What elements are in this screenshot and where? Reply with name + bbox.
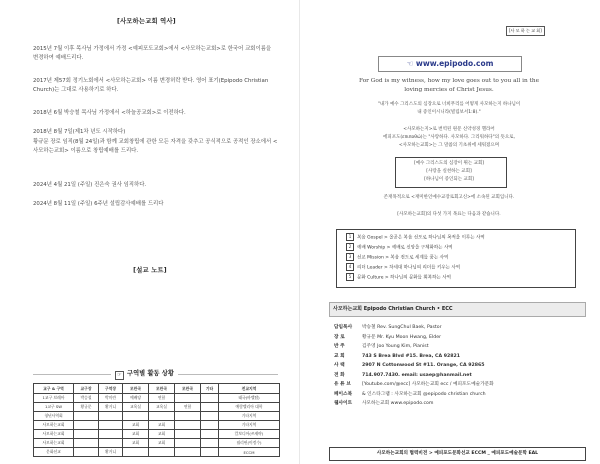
goal-text: 문화 Culture > 하나님의 문화를 회복하는 사역 xyxy=(357,275,451,281)
history-entry-1: 2015년 7월 이후 목사님 가정에서 가정 <예피포도교회>에서 <사모하는교회>로 한국어 교회이름을 변경하여 예배드리다. xyxy=(33,46,272,61)
verse-korean-line-2: 내 증인이시니라(빌립보서1:8)." xyxy=(417,110,481,115)
table-cell: 교회 xyxy=(123,439,149,448)
table-cell: 예람벨리아 대학 xyxy=(219,403,280,412)
col-header: 모란곡 xyxy=(175,384,201,394)
goal-item xyxy=(346,273,451,281)
activity-title-text: 구역별 활동 상황 xyxy=(127,370,174,377)
activity-header xyxy=(33,368,278,381)
table-cell xyxy=(201,430,219,439)
col-header: 교구 & 구역 xyxy=(34,384,74,394)
goal-item xyxy=(346,233,485,241)
goal-item xyxy=(346,243,453,251)
info-row-parsonage xyxy=(334,361,584,371)
website-link[interactable]: www.epipodo.com xyxy=(415,59,494,68)
info-row-website xyxy=(334,399,584,409)
table-cell xyxy=(175,448,201,457)
info-row-pianist xyxy=(334,342,584,352)
table-cell xyxy=(123,448,149,457)
table-cell xyxy=(99,421,123,430)
table-cell: 황거니 xyxy=(99,448,123,457)
table-cell xyxy=(149,448,175,457)
table-cell xyxy=(123,412,149,421)
history-entry-2: 2017년 제57회 정기노회에서 <사모하는교회> 이름 변경허락 받다. 영어 표기(Epipodo Christian Church)는 그대로 사용하기로 하다. xyxy=(33,78,269,93)
goal-number: 4 xyxy=(346,263,354,271)
pointing-hand-icon: ☜ xyxy=(406,59,414,68)
table-cell: 황거니 xyxy=(99,403,123,412)
table-cell: 교회 xyxy=(149,439,175,448)
goal-text: 예배 Worship > 예배로 신앙을 구체화하는 사역 xyxy=(357,245,453,251)
table-cell xyxy=(74,421,99,430)
table-cell: 1교구 브레아 xyxy=(34,394,74,403)
goal-item xyxy=(346,263,460,271)
goal-text: 복음 Gospel > 올곧은 복음 선포로 하나님의 목적을 이루는 사역 xyxy=(357,235,485,241)
table-row xyxy=(34,448,280,457)
info-value: 황규문 Mr. Kyu Moon Hwang, Elder xyxy=(362,334,442,340)
activity-title xyxy=(111,368,178,380)
info-key: 반 주 xyxy=(334,344,345,349)
info-key: 웹사이트 xyxy=(334,401,353,406)
info-key: 장 로 xyxy=(334,334,345,340)
goal-text: 선교 Mission > 복음 전도로 세계를 품는 사역 xyxy=(357,255,449,261)
goal-number: 2 xyxy=(346,243,354,251)
table-cell xyxy=(74,430,99,439)
page-divider xyxy=(299,0,300,464)
table-row xyxy=(34,430,280,439)
table-cell xyxy=(99,412,123,421)
website-banner[interactable] xyxy=(378,56,522,72)
table-cell: 기타지역 xyxy=(219,421,280,430)
table-cell: 기타지역 xyxy=(219,412,280,421)
info-value: 사모하는교회 www.epipodo.com xyxy=(362,401,434,406)
col-header: 모란곡 xyxy=(123,384,149,394)
activity-table xyxy=(33,383,280,457)
info-row-facebook xyxy=(334,390,584,400)
verse-english-line-2: loving mercies of Christ Jesus. xyxy=(404,87,494,93)
table-cell: 1교구 SW xyxy=(34,403,74,412)
denomination-text: 존재목적으로 <재미한인예수교장로회고신>에 소속된 교회입니다. xyxy=(383,195,515,200)
table-cell: 교회 xyxy=(149,421,175,430)
table-cell xyxy=(201,403,219,412)
table-cell: 교회 xyxy=(123,421,149,430)
table-cell: 박승철 xyxy=(74,394,99,403)
table-cell xyxy=(74,439,99,448)
table-cell xyxy=(149,412,175,421)
info-row-youtube xyxy=(334,380,584,390)
table-cell: 연합 xyxy=(149,394,175,403)
history-entry-4: 2018년 8월 7일(제1차 년도 시작하다) xyxy=(33,129,126,135)
sermon-notes-title: [설교 노트] xyxy=(133,267,167,274)
table-row xyxy=(34,403,280,412)
info-row-pastor xyxy=(334,323,584,333)
church-name: 사모하는교회 Epipodo Christian Church • ECC xyxy=(333,306,453,312)
info-value: 714.907.7430. email: usaep@hanmail.net xyxy=(362,372,472,378)
website-line xyxy=(379,57,521,71)
goal-number: 5 xyxy=(346,273,354,281)
table-cell xyxy=(175,421,201,430)
table-cell: 청년사역회 xyxy=(34,412,74,421)
pointing-hand-icon: ☞ xyxy=(115,371,124,380)
info-row-elder xyxy=(334,333,584,343)
table-cell xyxy=(201,412,219,421)
table-cell: 황규문 xyxy=(74,403,99,412)
info-row-phone xyxy=(334,371,584,381)
identity-line-3: [하나님이 증인되는 교회] xyxy=(424,177,474,182)
table-cell xyxy=(201,448,219,457)
table-cell: 교회 xyxy=(149,430,175,439)
history-title: [사모하는교회 역사] xyxy=(117,18,176,25)
table-row xyxy=(34,394,280,403)
name-meaning-line-3: <사모하는교회>는 그 말씀의 기초위에 세워졌으며 xyxy=(398,143,500,148)
info-value: 박승철 Rev. SungChul Baek, Pastor xyxy=(362,325,442,330)
goal-text: 리더 Leader > 차세대 하나님의 리더를 키우는 사역 xyxy=(357,265,461,271)
col-header: 교구장 xyxy=(74,384,99,394)
history-entry-3: 2018년 6월 박승철 목사님 가정에서 <하늘공교회>로 이전하다. xyxy=(33,110,186,116)
col-header: 기타 xyxy=(201,384,219,394)
history-entry-6: 2024년 4월 21일 (주일) 진은숙 권사 임직하다. xyxy=(33,182,147,188)
info-key: 담임목사 xyxy=(334,325,353,330)
verse-korean-line-1: "내가 예수 그리스도의 심장으로 너희무리를 어떻게 사모하는지 하나님이 xyxy=(377,102,521,107)
table-cell: 박미란 xyxy=(99,394,123,403)
verse-english-line-1: For God is my witness, how my love goes out to you all in the xyxy=(358,78,540,84)
history-entry-7: 2024년 8월 11일 (주일) 6주년 설립감사예배를 드리다 xyxy=(33,201,164,207)
partnership-vision-bar xyxy=(329,447,586,461)
table-cell: 필리핀(이정수) xyxy=(219,439,280,448)
table-cell: 사모하는교회 xyxy=(34,430,74,439)
name-meaning-line-1: <사모하는지>로 번역된 원문 신약성경 헬라어 xyxy=(403,127,495,132)
identity-line-1: [예수 그리스도의 심장이 뛰는 교회] xyxy=(413,161,485,166)
table-cell xyxy=(175,439,201,448)
info-row-church-address xyxy=(334,352,584,362)
table-cell: ECCM xyxy=(219,448,280,457)
table-cell: 사모하는교회 xyxy=(34,421,74,430)
table-cell xyxy=(74,412,99,421)
church-label: [사 모 하 는 교 회] xyxy=(506,26,545,36)
goal-number: 1 xyxy=(346,233,354,241)
activity-table-header-row xyxy=(34,384,280,394)
table-cell: 교회 xyxy=(123,430,149,439)
table-cell: 연합 xyxy=(175,403,201,412)
partnership-vision-text: 사모하는교회의 협력비전 > 예피포도문화선교 ECCM _ 예피포도예술문학 EAL xyxy=(376,451,539,456)
info-key: 교 회 xyxy=(334,353,345,359)
info-value: 2907 N Cottonwood St #11. Orange, CA 92865 xyxy=(362,363,485,368)
table-row xyxy=(34,439,280,448)
table-cell: 문화선교 xyxy=(34,448,74,457)
col-header: 전교지역 xyxy=(219,384,280,394)
col-header: 구역장 xyxy=(99,384,123,394)
church-name-bar xyxy=(329,302,586,317)
table-cell xyxy=(201,394,219,403)
table-cell xyxy=(74,448,99,457)
table-cell xyxy=(99,430,123,439)
table-cell: 태국(바벨탑) xyxy=(219,394,280,403)
table-cell xyxy=(175,430,201,439)
col-header: 모란곡 xyxy=(149,384,175,394)
info-value: & 인스타그램 : 사모하는교회 @epipodo christian church xyxy=(362,391,486,397)
table-cell: 사모하는교회 xyxy=(34,439,74,448)
table-cell xyxy=(99,439,123,448)
identity-line-2: [사랑을 실천하는 교회] xyxy=(426,169,472,174)
info-value: 743 S Brea Blvd #15. Brea, CA 92821 xyxy=(362,353,461,359)
table-cell xyxy=(175,394,201,403)
goals-intro: [사모하는교회]의 다섯 가지 목표는 다음과 같습니다. xyxy=(397,212,501,217)
table-cell xyxy=(201,439,219,448)
goal-number: 3 xyxy=(346,253,354,261)
name-meaning-line-2: 에피포도(επιποθώ)는 "사랑하다. 사모하다. 그리워하다"의 뜻으로, xyxy=(383,135,515,140)
goal-item xyxy=(346,253,448,261)
info-key: 유 튜 브 xyxy=(334,382,351,387)
table-cell: 예배당 xyxy=(123,394,149,403)
history-entry-5: 황규문 장로 임직(8월 24일)과 함께 교회창립에 관한 모든 자격을 갖추고 공식적으로 공적인 장소에서 <사모하는교회> 이름으로 창립예배를 드리다. xyxy=(33,139,278,154)
table-cell: 교육실 xyxy=(149,403,175,412)
info-key: 사 택 xyxy=(334,363,345,368)
table-row xyxy=(34,421,280,430)
table-cell: 캄보디아(쓰제야) xyxy=(219,430,280,439)
table-cell xyxy=(201,421,219,430)
info-key: 전 화 xyxy=(334,372,345,378)
table-cell: 교육실 xyxy=(123,403,149,412)
info-value: [Youtube.com/@ecc] 사모하는교회 ecc / 예피포도예술가문화 xyxy=(362,382,494,387)
table-cell xyxy=(175,412,201,421)
info-key: 페이스북 xyxy=(334,391,353,397)
info-value: 김주영 Joo Young Kim, Pianist xyxy=(362,344,429,349)
table-row xyxy=(34,412,280,421)
